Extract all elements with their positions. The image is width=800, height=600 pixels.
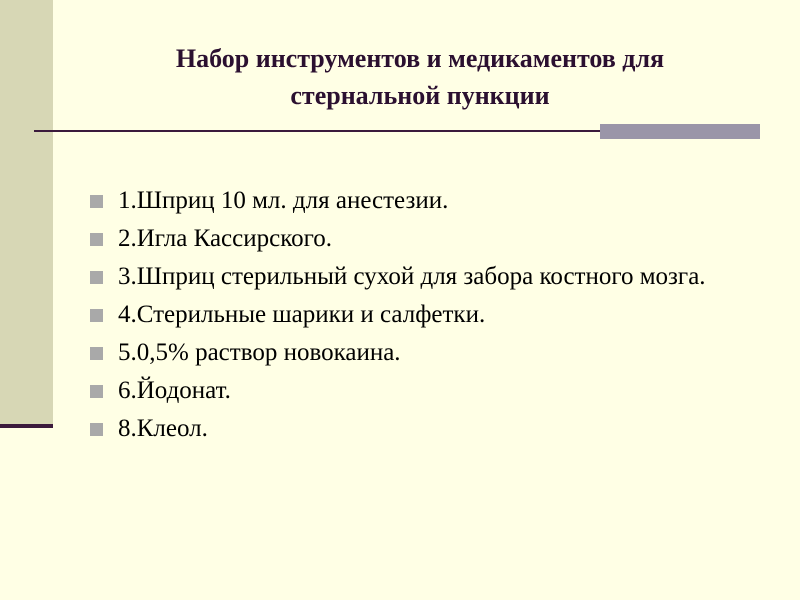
list-item (88, 338, 768, 368)
list-item-text: 5.0,5% раствор новокаина. (118, 339, 401, 366)
square-bullet-icon (90, 271, 103, 284)
bullet-list (88, 186, 768, 452)
list-item (88, 376, 768, 406)
square-bullet-icon (90, 233, 103, 246)
list-item (88, 414, 768, 444)
list-item (88, 262, 768, 292)
list-item (88, 224, 768, 254)
list-item-text: 4.Стерильные шарики и салфетки. (118, 301, 486, 328)
list-item (88, 186, 768, 216)
list-item-text: 3.Шприц стерильный сухой для забора костного мозга. (118, 263, 706, 290)
square-bullet-icon (90, 385, 103, 398)
list-item-text: 8.Клеол. (118, 415, 208, 442)
left-decorative-band (0, 0, 53, 425)
slide-title-line-1: Набор инструментов и медикаментов для (175, 44, 665, 73)
square-bullet-icon (90, 309, 103, 322)
square-bullet-icon (90, 195, 103, 208)
list-item-text: 2.Игла Кассирского. (118, 225, 332, 252)
slide-title-line-2: стернальной пункции (290, 81, 550, 110)
left-band-rule (0, 424, 53, 428)
square-bullet-icon (90, 347, 103, 360)
list-item-text: 1.Шприц 10 мл. для анестезии. (118, 187, 449, 214)
list-item (88, 300, 768, 330)
title-accent-bar (600, 124, 760, 139)
slide-title (80, 40, 760, 114)
list-item-text: 6.Йодонат. (118, 377, 231, 404)
square-bullet-icon (90, 423, 103, 436)
